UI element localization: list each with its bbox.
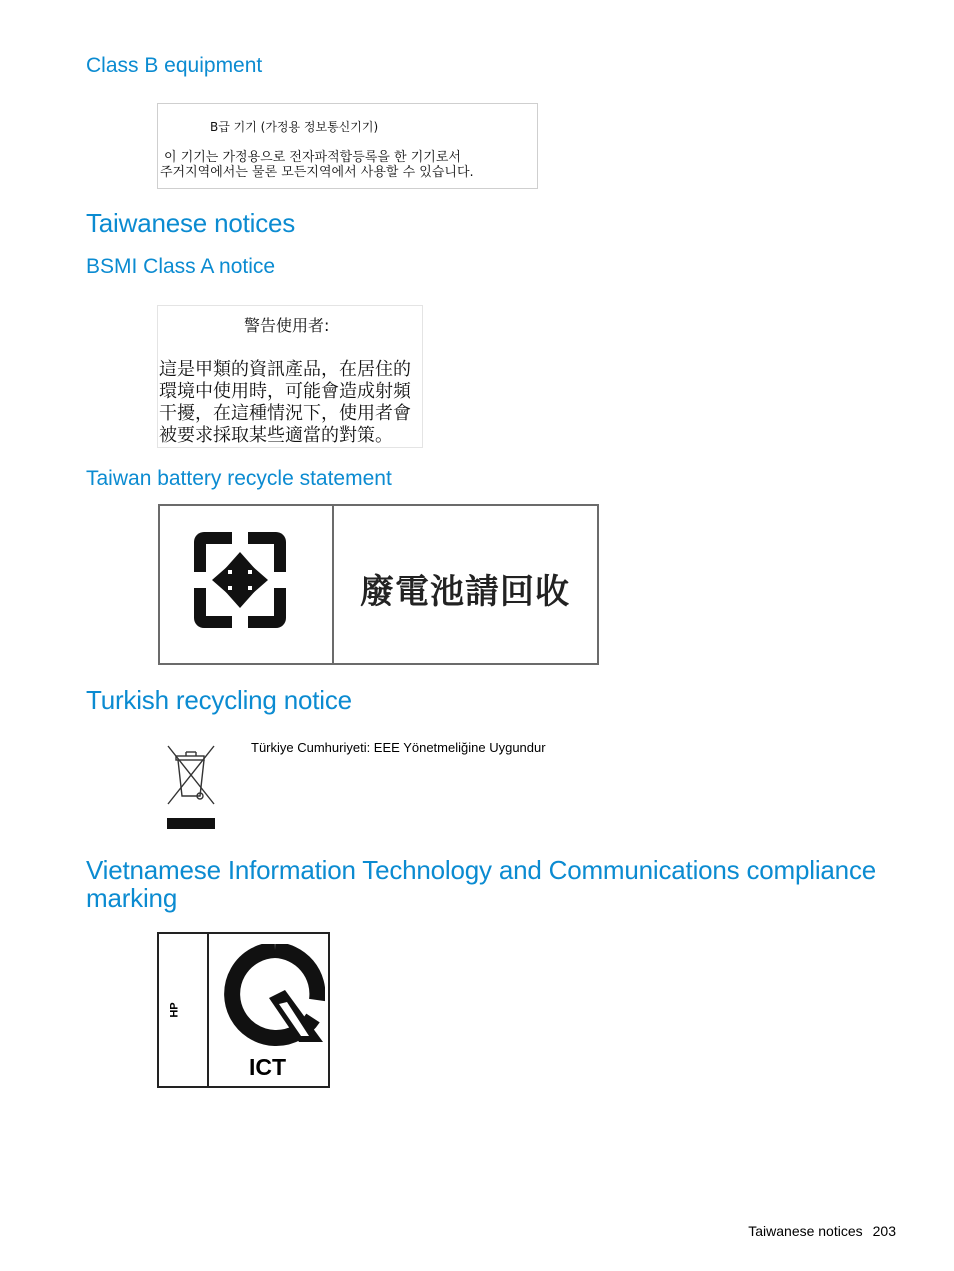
bsmi-notice-line-3: 干擾，在這種情況下，使用者會 [159,403,411,424]
taiwanese-notices-heading: Taiwanese notices [86,208,296,238]
battery-heading: Taiwan battery recycle statement [86,467,392,490]
ict-mark-side-label: HP [168,1002,181,1018]
korean-notice-line-2: 주거지역에서는 물론 모든지역에서 사용할 수 있습니다. [160,165,474,180]
page-number: 203 [872,1223,896,1239]
ict-compliance-mark [157,932,330,1088]
ict-logo-icon [217,944,325,1048]
battery-recycle-label: 廢電池請回收 [360,572,570,612]
footer-section: Taiwanese notices [748,1223,863,1239]
korean-notice-line-1: 이 기기는 가정용으로 전자파적합등록을 한 기기로서 [164,150,461,165]
korean-class-b-notice [157,103,538,189]
bsmi-notice-line-1: 這是甲類的資訊產品，在居住的 [159,359,411,380]
ict-mark-label: ICT [249,1054,287,1080]
recycle-icon [192,530,288,630]
bsmi-notice-heading: 警告使用者: [244,316,330,335]
turkish-compliance-text: Türkiye Cumhuriyeti: EEE Yönetmeliğine Uygundur [251,740,546,755]
bsmi-notice-line-2: 環境中使用時，可能會造成射頻 [159,381,411,402]
weee-bin-icon [164,742,218,832]
class-b-heading: Class B equipment [86,54,263,77]
korean-notice-heading: B급 기기 (가정용 정보통신기기) [210,120,379,134]
vietnamese-heading: Vietnamese Information Technology and Communications compliance marking [86,855,876,913]
bsmi-heading: BSMI Class A notice [86,255,276,278]
page-footer [748,1223,896,1239]
bsmi-notice [157,305,423,448]
turkish-heading: Turkish recycling notice [86,685,352,715]
bsmi-notice-line-4: 被要求採取某些適當的對策。 [159,425,393,446]
battery-recycle-mark [158,504,599,665]
